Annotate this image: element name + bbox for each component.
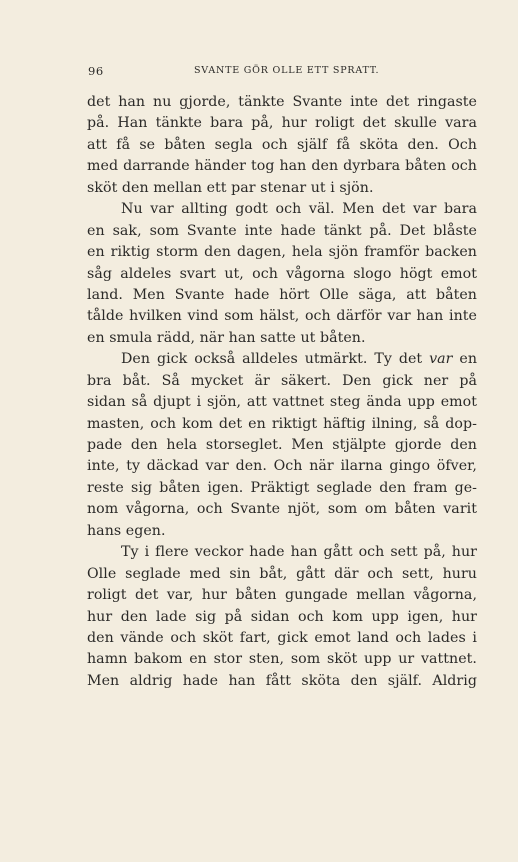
text-line [87, 349, 477, 370]
text-line: land. Men Svante hade hört Olle säga, att båten [87, 286, 477, 303]
text-line: sköt den mellan ett par stenar ut i sjön. [87, 179, 374, 196]
text-line: hamn bakom en stor sten, som sköt upp ur vattnet. [87, 651, 477, 668]
text-line: Men aldrig hade han fått sköta den själf. Aldrig [87, 672, 477, 689]
text-line: Ty i flere veckor hade han gått och sett på, hur [121, 544, 477, 561]
body-text [87, 92, 477, 692]
text-line: sidan så djupt i sjön, att vattnet steg ända upp emot [87, 394, 477, 411]
text-line: en riktig storm den dagen, hela sjön framför backen [87, 244, 477, 261]
text-line: hur den lade sig på sidan och kom upp igen, hur [87, 608, 477, 625]
text-line: nom vågorna, och Svante njöt, som om båten varit [87, 501, 477, 518]
text-line: reste sig båten igen. Präktigt seglade den fram ge- [87, 479, 477, 496]
text-line: med darrande händer tog han den dyrbara båten och [87, 158, 477, 175]
text-line: inte, ty däckad var den. Och när ilarna gingo öfver, [87, 458, 477, 475]
text-line: bra båt. Så mycket är säkert. Den gick ner på [87, 372, 477, 389]
text-line: en sak, som Svante inte hade tänkt på. Det blåste [87, 222, 477, 239]
text-line: roligt det var, hur båten gungade mellan vågorna, [87, 587, 477, 604]
text-segment: Den gick också alldeles utmärkt. Ty det [121, 351, 430, 368]
page-header [88, 64, 476, 84]
text-line: att få se båten segla och själf få sköta den. Och [87, 136, 477, 153]
text-line: pade den hela storseglet. Men stjälpte gjorde den [87, 437, 477, 453]
text-line: tålde hvilken vind som hälst, och därför var han inte [87, 308, 477, 325]
text-line: Nu var allting godt och väl. Men det var bara [121, 201, 477, 218]
text-line: Olle seglade med sin båt, gått där och sett, huru [87, 565, 477, 582]
text-line: en smula rädd, när han satte ut båten. [87, 329, 366, 346]
emphasized-word: var [429, 351, 453, 368]
running-title: SVANTE GÖR OLLE ETT SPRATT. [194, 65, 380, 76]
text-line: hans egen. [87, 522, 166, 539]
text-line: det han nu gjorde, tänkte Svante inte det ringaste [87, 94, 477, 110]
text-line: såg aldeles svart ut, och vågorna slogo högt emot [87, 265, 477, 282]
text-line: masten, och kom det en riktigt häftig ilning, så dop- [87, 415, 477, 432]
text-line: på. Han tänkte bara på, hur roligt det skulle vara [87, 115, 477, 132]
text-segment: en [452, 351, 477, 368]
text-line: den vände och sköt fart, gick emot land och lades i [87, 629, 477, 646]
page-number: 96 [88, 64, 104, 78]
